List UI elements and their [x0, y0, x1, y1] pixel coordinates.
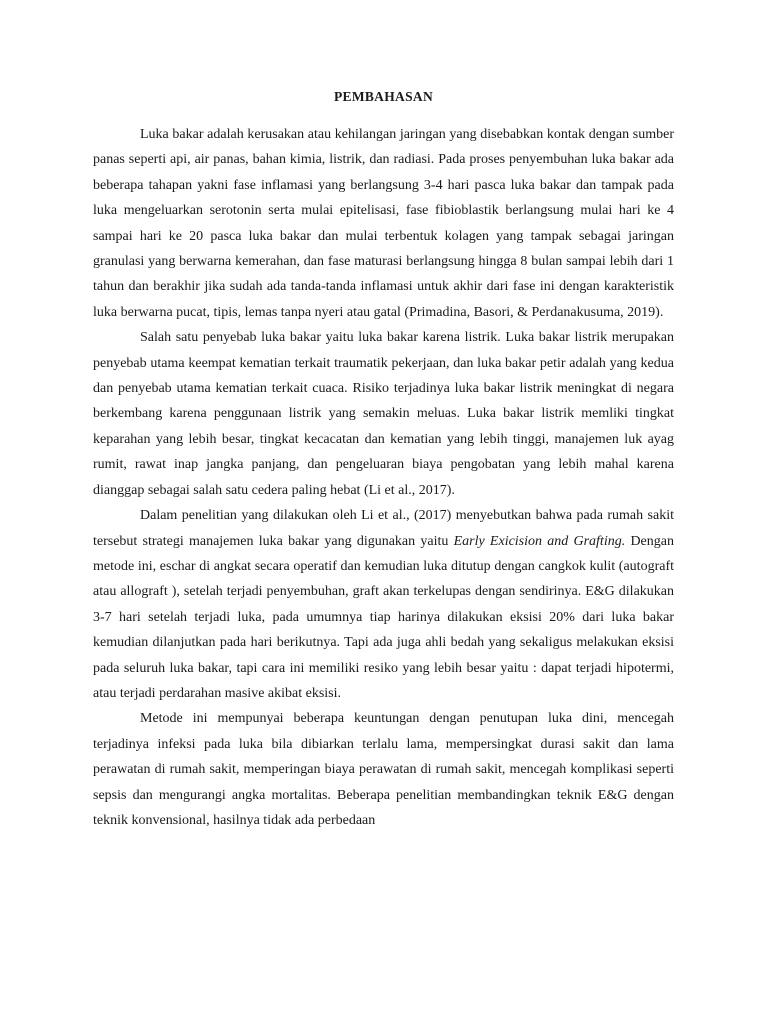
- paragraph-luka-bakar-listrik: Salah satu penyebab luka bakar yaitu luka bakar karena listrik. Luka bakar listrik merupakan penyebab utama keempat kematian terkait traumatik pekerjaan, dan luka bakar petir adalah yang kedua dan penyebab utama kematian terkait cuaca. Risiko terjadinya luka bakar listrik meningkat di negara berkembang karena penggunaan listrik yang semakin meluas. Luka bakar listrik memliki tingkat keparahan yang lebih besar, tingkat kecacatan dan kematian yang lebih tinggi, manajemen luk ayag rumit, rawat inap jangka panjang, dan pengeluaran biaya pengobatan yang lebih mahal karena dianggap sebagai salah satu cedera paling hebat (Li et al., 2017).: [93, 330, 674, 498]
- paragraph-metode-keuntungan: Metode ini mempunyai beberapa keuntungan dengan penutupan luka dini, mencegah terjadinya infeksi pada luka bila dibiarkan terlalu lama, mempersingkat durasi sakit dan lama perawatan di rumah sakit, memperingan biaya perawatan di rumah sakit, mencegah komplikasi seperti sepsis dan mengurangi angka mortalitas. Beberapa penelitian membandingkan teknik E&G dengan teknik konvensional, hasilnya tidak ada perbedaan: [93, 711, 674, 828]
- paragraph-luka-bakar-definition: Luka bakar adalah kerusakan atau kehilangan jaringan yang disebabkan kontak dengan sumber panas seperti api, air panas, bahan kimia, listrik, dan radiasi. Pada proses penyembuhan luka bakar ada beberapa tahapan yakni fase inflamasi yang berlangsung 3-4 hari pasca luka bakar dan tampak pada luka mengeluarkan serotonin serta mulai epitelisasi, fase fibioblastik berlangsung mulai hari ke 4 sampai hari ke 20 pasca luka bakar dan mulai terbentuk kolagen yang tampak sebagai jaringan granulasi yang berwarna kemerahan, dan fase maturasi berlangsung hingga 8 bulan sampai lebih dari 1 tahun dan berakhir jika sudah ada tanda-tanda inflamasi untuk akhir dari fase ini dengan karakteristik luka berwarna pucat, tipis, lemas tanpa nyeri atau gatal (Primadina, Basori, & Perdanakusuma, 2019).: [93, 127, 674, 320]
- section-title: PEMBAHASAN: [333, 89, 433, 104]
- italic-term: Early Exicision and Grafting.: [453, 533, 626, 549]
- paragraph-text-after: Dengan metode ini, eschar di angkat secara operatif dan kemudian luka ditutup dengan cangkok kulit (autograft atau allograft ), setelah terjadi penyembuhan, graft akan terkelupas dengan sendirinya. E&G dilakukan 3-7 hari setelah terjadi luka, pada umumnya tiap harinya dilakukan eksisi 20% dari luka bakar kemudian dilanjutkan pada hari berikutnya. Tapi ada juga ahli bedah yang sekaligus melakukan eksisi pada seluruh luka bakar, tapi cara ini memiliki resiko yang lebih besar yaitu : dapat terjadi hipotermi, atau terjadi perdarahan masive akibat eksisi.: [93, 533, 674, 701]
- paragraph-text-before: Dalam penelitian yang dilakukan oleh Li et al., (2017) menyebutkan bahwa pada rumah sakit tersebut strategi manajemen luka bakar yang digunakan yaitu: [93, 508, 674, 549]
- paragraph-early-excision: [93, 503, 674, 706]
